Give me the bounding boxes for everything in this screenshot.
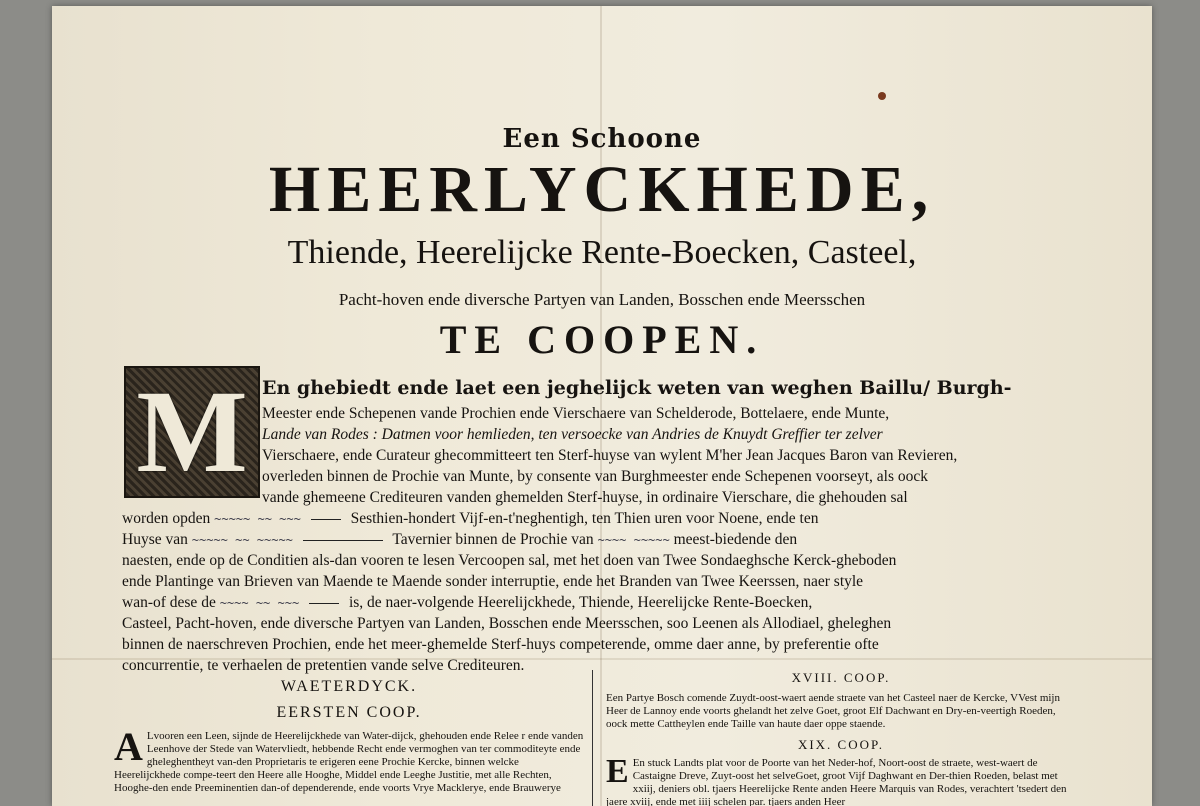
section-heading-xix: XIX. COOP. (797, 737, 885, 752)
body-line-8 (122, 530, 797, 551)
proclamation-sheet (52, 6, 1152, 806)
section-heading-waeterdyck: WAETERDYCK. (280, 678, 418, 695)
body-line-7 (122, 509, 818, 530)
column-divider (592, 670, 593, 806)
sub-subtitle: Pacht-hoven ende diversche Partyen van Landen, Bosschen ende Meersschen (338, 290, 866, 309)
left-column-text: Lvooren een Leen, sijnde de Heerelijckhede van Water-dijck, ghehouden ende Relee r ende vanden Leenhove der Stede van Watervliedt, hebbende Recht ende vermoghen van ter commoditeyte ende gheleghentheyt van-den Proprietaris te erigeren eene Prochie Kercke, binnen welcke Heerelijckhede compe-teert den Heere alle Hooghe, Middel ende Leeghe Justitie, met alle Rechten, Hooghe-den ende Preeminentien dan-of dependerende, ende voorts Vrye Macklerye, ende Brauwerye (114, 730, 584, 794)
handwritten-name: ~~~~~ ~~ ~~~~~ (191, 533, 293, 547)
handwritten-entry: ~~~~ ~~ ~~~ (219, 596, 300, 610)
section-heading-xviii: XVIII. COOP. (791, 670, 891, 685)
body-line-10: ende Plantinge van Brieven van Maende te Maende sonder interruptie, ende het Branden van Twee Keerssen, naer style (122, 573, 864, 590)
body-line-8-start: Huyse van (122, 531, 188, 548)
right-column-paragraph-2 (606, 753, 1076, 806)
main-title: HEERLYCKHEDE, (268, 153, 936, 226)
body-line-14: concurrentie, te verhaelen de pretentien vande selve Crediteuren. (122, 657, 525, 674)
body-line-11-start: wan-of dese de (122, 594, 216, 611)
handwritten-place: ~~~~ ~~~~~ (597, 533, 670, 547)
left-column-paragraph (114, 724, 584, 795)
blank-rule (309, 603, 339, 604)
paragraph-initial: A (114, 724, 143, 769)
right-column (606, 670, 1076, 806)
body-line-1: En ghebiedt ende laet een jeghelijck weten van weghen Baillu/ Burgh- (262, 377, 1012, 399)
body-line-12: Casteel, Pacht-hoven, ende diversche Partyen van Landen, Bosschen ende Meersschen, soo Leenen als Allodiael, gheleghen (122, 615, 892, 632)
initial-letter: M (136, 366, 248, 497)
handwritten-date: ~~~~~ ~~ ~~~ (214, 512, 301, 526)
kicker-heading: Een Schoone (502, 124, 702, 154)
left-column (114, 670, 584, 795)
body-line-5: overleden binnen de Prochie van Munte, by consente van Burghmeester ende Schepenen voorseyt, als oock (262, 468, 929, 485)
body-line-7-start: worden opden (122, 510, 211, 527)
body-line-4: Vierschaere, ende Curateur ghecommitteert ten Sterf-huyse van wylent M'her Jean Jacques Baron van Revieren, (262, 447, 958, 464)
blank-rule (303, 540, 383, 541)
body-line-9: naesten, ende op de Conditien als-dan vooren te lesen Vercoopen sal, met het doen van Twee Sondaeghsche Kerck-gheboden (122, 552, 897, 569)
blank-rule (311, 519, 341, 520)
body-line-8-mid: Tavernier binnen de Prochie van (392, 531, 594, 548)
body-line-2: Meester ende Schepenen vande Prochien ende Vierschaere van Schelderode, Bottelaere, ende Munte, (262, 405, 890, 422)
body-line-6: vande ghemeene Crediteuren vanden ghemelden Sterf-huyse, in ordinaire Vierschare, die ghehouden sal (262, 489, 908, 506)
body-line-11 (122, 593, 812, 614)
section-heading-eersten-coop: EERSTEN COOP. (276, 704, 422, 721)
body-line-11-end: is, de naer-volgende Heerelijckhede, Thiende, Heerelijcke Rente-Boecken, (348, 594, 813, 611)
right-column-text: En stuck Landts plat voor de Poorte van het Neder-hof, Noort-oost de straete, west-waert de Castaigne Dreve, Zuyt-oost het selveGoet, groot Vijf Daghwant en Der-thien Roeden, belast met xxiij, deniers obl. tjaers Heerelijcke Rente anden Heere Marquis van Rodes, verachtert 'tsedert den jaere xviij, ende met iiij schelen par. tjaers anden Heer (606, 757, 1067, 806)
body-line-7-end: Sesthien-hondert Vijf-en-t'neghentigh, ten Thien uren voor Noene, ende ten (350, 510, 819, 527)
right-column-paragraph-1: Een Partye Bosch comende Zuydt-oost-waert aende straete van het Casteel naer de Kercke, VVest mijn Heer de Lannoy ende voorts ghelandt het zelve Goet, groot Elf Dachwant en Dry-en-veertigh Roeden, oock mette Cattheylen ende Taille van haute daer oppe staende. (606, 692, 1060, 730)
paragraph-initial: E (606, 753, 629, 790)
te-coopen-heading: TE COOPEN. (439, 317, 765, 362)
ink-stain (878, 92, 886, 100)
body-line-8-end: meest-biedende den (673, 531, 798, 548)
body-line-3: Lande van Rodes : Datmen voor hemlieden, ten versoecke van Andries de Knuydt Greffier ter zelver (262, 426, 883, 443)
body-line-13: binnen de naerschreven Prochien, ende het meer-ghemelde Sterf-huys competerende, omme daer anne, by preferentie ofte (122, 636, 879, 653)
decorated-initial (124, 366, 260, 498)
subtitle: Thiende, Heerelijcke Rente-Boecken, Casteel, (287, 234, 917, 271)
